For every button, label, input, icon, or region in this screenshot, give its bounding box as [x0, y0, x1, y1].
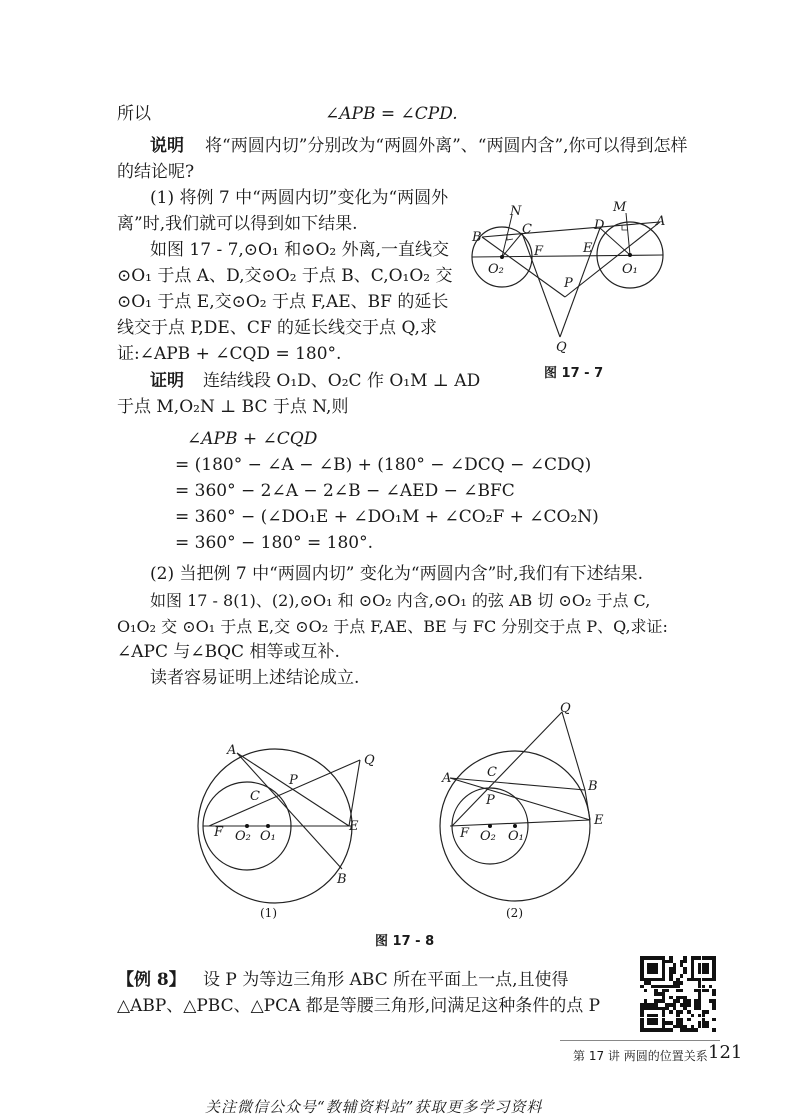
equation-4: = 360° − (∠DO₁E + ∠DO₁M + ∠CO₂F + ∠CO₂N) [175, 507, 599, 527]
equation-2: = (180° − ∠A − ∠B) + (180° − ∠DCQ − ∠CDQ) [175, 455, 592, 475]
text-line-7: ⊙O₁ 于点 A、D,交⊙O₂ 于点 B、C,O₁O₂ 交 [117, 266, 453, 286]
fig178b-label-B: B [588, 779, 598, 794]
text-line-15: O₁O₂ 交 ⊙O₁ 于点 E,交 ⊙O₂ 于点 F,AE、BE 与 FC 分别交于点 P、Q,求证: [117, 617, 668, 636]
figure-17-8-caption: 图 17 - 8 [375, 934, 435, 949]
fig177-label-P: P [564, 276, 573, 291]
fig177-label-M: M [613, 200, 627, 215]
figure-17-7-caption: 图 17 - 7 [544, 366, 604, 381]
fig177-label-N: N [510, 204, 522, 219]
fig178a-label-O1: O₁ [260, 829, 276, 844]
fig178b-label-C: C [487, 765, 497, 780]
figure-17-7 [470, 195, 670, 355]
fig178b-label-F: F [460, 826, 470, 841]
text-line-10: 证:∠APB + ∠CQD = 180°. [117, 344, 342, 364]
fig178b-label-A: A [442, 771, 452, 786]
fig178a-label-O2: O₂ [235, 829, 251, 844]
fig178b-label-O2: O₂ [480, 829, 496, 844]
figure-17-8-2 [440, 700, 610, 890]
text-line-16: ∠APC 与∠BQC 相等或互补. [117, 642, 340, 662]
explanation-label: 说明 [150, 136, 184, 156]
footer-rule [560, 1040, 720, 1041]
fig178a-label-B: B [337, 872, 347, 887]
fig178b-label-P: P [486, 793, 495, 808]
fig178a-label-C: C [250, 789, 260, 804]
figure-17-8-1 [195, 740, 385, 890]
qr-code [640, 956, 716, 1032]
text-line-12: 于点 M,O₂N ⊥ BC 于点 N,则 [117, 397, 349, 417]
fig177-label-O1: O₁ [622, 262, 638, 277]
equation-1: ∠APB + ∠CQD [187, 429, 318, 449]
equation-3: = 360° − 2∠A − 2∠B − ∠AED − ∠BFC [175, 481, 515, 501]
text-line-2: 将“两圆内切”分别改为“两圆外离”、“两圆内含”,你可以得到怎样 [205, 136, 688, 156]
example-8-label: 【例 8】 [117, 970, 186, 990]
figure-17-8-sub1: (1) [260, 906, 277, 920]
text-line-5: 离”时,我们就可以得到如下结果. [117, 214, 358, 234]
text-line-14: 如图 17 - 8(1)、(2),⊙O₁ 和 ⊙O₂ 内含,⊙O₁ 的弦 AB 切 ⊙O₂ 于点 C, [150, 591, 651, 610]
text-line-9: 线交于点 P,DE、CF 的延长线交于点 Q,求 [117, 318, 437, 338]
fig177-label-Q: Q [556, 340, 567, 355]
example-8-line-1: 设 P 为等边三角形 ABC 所在平面上一点,且使得 [203, 970, 569, 990]
figure-17-8-sub2: (2) [506, 906, 523, 920]
text-line-1b: ∠APB = ∠CPD. [325, 104, 458, 124]
page-number: 121 [708, 1042, 743, 1063]
text-line-3: 的结论呢? [117, 162, 195, 182]
text-line-1a: 所以 [117, 104, 151, 124]
equation-5: = 360° − 180° = 180°. [175, 533, 373, 553]
footer-chapter: 第 17 讲 两圆的位置关系 [573, 1049, 708, 1063]
fig178a-label-P: P [289, 773, 298, 788]
fig178b-label-E: E [594, 813, 604, 828]
fig178a-label-Q: Q [364, 753, 375, 768]
fig178a-label-E: E [349, 819, 359, 834]
text-line-4: (1) 将例 7 中“两圆内切”变化为“两圆外 [150, 188, 449, 208]
fig177-label-D: D [594, 218, 605, 233]
fig178b-label-Q: Q [560, 701, 571, 716]
fig177-label-F: F [534, 244, 544, 259]
text-line-17: 读者容易证明上述结论成立. [150, 668, 360, 688]
text-line-13: (2) 当把例 7 中“两圆内切” 变化为“两圆内含”时,我们有下述结果. [150, 564, 644, 584]
text-line-11: 连结线段 O₁D、O₂C 作 O₁M ⊥ AD [203, 371, 481, 391]
fig177-label-B: B [472, 230, 482, 245]
fig178b-label-O1: O₁ [508, 829, 524, 844]
example-8-line-2: △ABP、△PBC、△PCA 都是等腰三角形,问满足这种条件的点 P [117, 996, 601, 1016]
footer-watermark: 关注微信公众号“教辅资料站”获取更多学习资料 [205, 1098, 543, 1116]
fig177-label-O2: O₂ [488, 262, 504, 277]
text-line-8: ⊙O₁ 于点 E,交⊙O₂ 于点 F,AE、BF 的延长 [117, 292, 449, 312]
fig178a-label-F: F [214, 825, 224, 840]
fig178a-label-A: A [227, 743, 237, 758]
fig177-label-C: C [522, 222, 532, 237]
proof-label: 证明 [150, 371, 184, 391]
fig177-label-E: E [583, 241, 593, 256]
text-line-6: 如图 17 - 7,⊙O₁ 和⊙O₂ 外离,一直线交 [150, 240, 450, 260]
fig177-label-A: A [656, 214, 666, 229]
